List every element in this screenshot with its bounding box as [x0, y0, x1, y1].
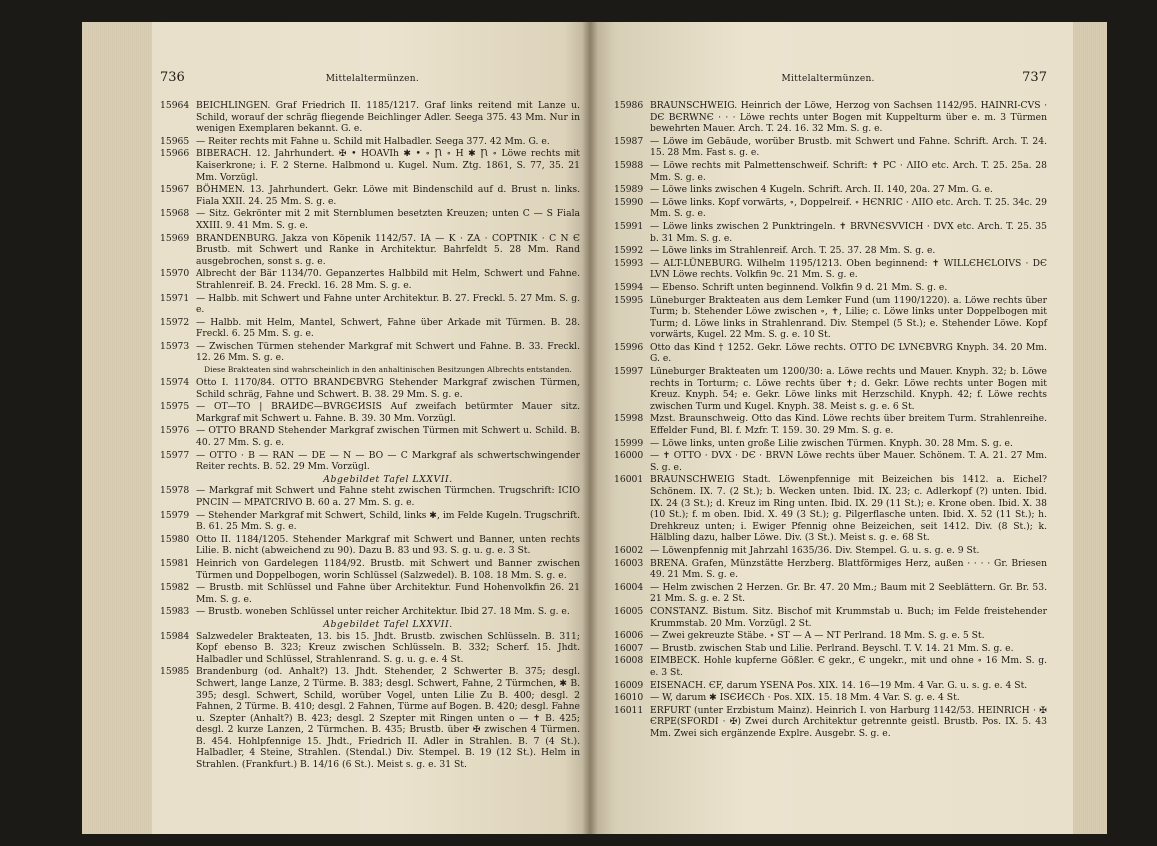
- entry-list: [160, 100, 580, 771]
- book-spread: [82, 22, 1107, 834]
- entry-text: Otto I. 1170/84. OTTO BRANDЄBVRG Stehender Markgraf zwischen Türmen, Schild schräg, Fahne und Schwert. B. 38. 29 Mm. S. g. e.: [196, 377, 580, 400]
- catalog-entry: [160, 534, 580, 557]
- catalog-entry: [614, 692, 1047, 704]
- entry-text: — OTTO · B — RAN — DE — N — BO — C Markgraf als schwertschwingender Reiter rechts. B. 52. 29 Mm. Vorzügl.: [196, 449, 580, 473]
- entry-number: 15977: [160, 449, 190, 461]
- entry-number: 16009: [614, 679, 644, 691]
- entry-text: BRENA. Grafen, Münzstätte Herzberg. Blattförmiges Herz, außen · · · · Gr. Briesen 49. 21 Mm. S. g. e.: [650, 557, 1047, 581]
- entry-number: 15980: [160, 533, 190, 545]
- entry-text: CONSTANZ. Bistum. Sitz. Bischof mit Krummstab u. Buch; im Felde freistehender Krummstab. 20 Mm. Vorzügl. 2 St.: [650, 605, 1047, 629]
- entry-text: — Brustb. mit Schlüssel und Fahne über Architektur. Fund Hohenvolkfin 26. 21 Mm. S. g. e.: [196, 582, 580, 605]
- catalog-entry: [160, 233, 580, 268]
- entry-number: 15994: [614, 281, 644, 293]
- entry-number: 15975: [160, 401, 190, 413]
- entry-number: 15964: [160, 100, 190, 111]
- catalog-entry: [614, 558, 1047, 581]
- entry-number: 15986: [614, 100, 644, 111]
- entry-number: 15998: [614, 413, 644, 425]
- entry-number: 15988: [614, 159, 644, 171]
- entry-text: — Brustb. woneben Schlüssel unter reicher Architektur. Ibid 27. 18 Mm. S. g. e.: [196, 606, 570, 618]
- right-page-header: [614, 70, 1047, 90]
- entry-number: 15996: [614, 341, 644, 353]
- entry-text: Lüneburger Brakteaten aus dem Lemker Fund (um 1190/1220). a. Löwe rechts über Turm; b. Stehender Löwe zwischen ∘, ✝, Lilie; c. Löwe links unter Doppelbogen mit Turm; d. Löwe links in Strahlenrand. Div. Stempel (5 St.); e. Stehender Löwe. Kopf vorwärts, Kugel. 22 Mm. S. g. e. 10 St.: [650, 294, 1047, 341]
- entry-text: — Brustb. zwischen Stab und Lilie. Perlrand. Beyschl. T. V. 14. 21 Mm. S. g. e.: [650, 642, 1014, 654]
- entry-number: 15969: [160, 232, 190, 244]
- entry-text: — Stehender Markgraf mit Schwert, Schild, links ✱, im Felde Kugeln. Trugschrift. B. 61. 25 Mm. S. g. e.: [196, 509, 580, 533]
- catalog-entry: [614, 136, 1047, 159]
- entry-number: 15984: [160, 630, 190, 642]
- catalog-entry: [614, 282, 1047, 294]
- entry-text: — Zwei gekreuzte Stäbe. ∘ ST — A — NT Perlrand. 18 Mm. S. g. e. 5 St.: [650, 630, 985, 642]
- entry-number: 15991: [614, 220, 644, 232]
- catalog-entry: [614, 606, 1047, 629]
- catalog-entry: [614, 680, 1047, 692]
- catalog-entry: [614, 258, 1047, 281]
- catalog-entry: [160, 341, 580, 364]
- catalog-entry: [614, 655, 1047, 678]
- entry-text: Otto das Kind † 1252. Gekr. Löwe rechts. OTTO DЄ LVNЄBVRG Knyph. 34. 20 Mm. G. e.: [650, 341, 1047, 365]
- catalog-entry: [160, 136, 580, 148]
- entry-number: 16008: [614, 655, 644, 667]
- entry-text: — Löwe links zwischen 2 Punktringeln. ✝ BRVNЄSVVICH · DVX etc. Arch. T. 25. 35 b. 31 Mm. S. g. e.: [650, 220, 1047, 244]
- entry-number: 16001: [614, 474, 644, 486]
- entry-text: — Markgraf mit Schwert und Fahne steht zwischen Türmchen. Trugschrift: ICIO PNCIN — MPATCRIVO B. 60 a. 27 Mm. S. g. e.: [196, 485, 580, 508]
- catalog-entry: [614, 643, 1047, 655]
- catalog-entry: [160, 485, 580, 508]
- entry-number: 15981: [160, 557, 190, 569]
- entry-number: 15989: [614, 184, 644, 196]
- entry-number: 15982: [160, 582, 190, 594]
- entry-number: 15997: [614, 366, 644, 378]
- entry-text: — Halbb. mit Helm, Mantel, Schwert, Fahne über Arkade mit Türmen. B. 28. Freckl. 6. 25 Mm. S. g. e.: [196, 316, 580, 340]
- catalog-entry: [614, 342, 1047, 365]
- catalog-entry: [160, 666, 580, 770]
- catalog-entry: [614, 184, 1047, 196]
- catalog-entry: [160, 100, 580, 135]
- entry-text: — W, darum ✱ ISЄИЄCh · Pos. XIX. 15. 18 Mm. 4 Var. S. g. e. 4 St.: [650, 692, 960, 704]
- catalog-entry: [160, 558, 580, 581]
- catalog-entry: [160, 268, 580, 291]
- entry-text: — ✝ OTTO · DVX · DЄ · BRVN Löwe rechts über Mauer. Schönem. T. A. 21. 27 Mm. S. g. e.: [650, 450, 1047, 473]
- entry-text: — Halbb. mit Schwert und Fahne unter Architektur. B. 27. Freckl. 5. 27 Mm. S. g. e.: [196, 292, 580, 316]
- entry-text: BÖHMEN. 13. Jahrhundert. Gekr. Löwe mit Bindenschild auf d. Brust n. links. Fiala XXII. 24. 25 Mm. S. g. e.: [196, 184, 580, 207]
- catalog-entry: [614, 245, 1047, 257]
- left-page-edge: [82, 22, 152, 834]
- entry-number: 16011: [614, 704, 644, 716]
- catalog-entry: [160, 377, 580, 400]
- entry-text: — Löwe rechts mit Palmettenschweif. Schrift: ✝ PC · ΛIIO etc. Arch. T. 25. 25a. 28 Mm. S. g. e.: [650, 159, 1047, 183]
- catalog-entry: [160, 631, 580, 666]
- entry-number: 16003: [614, 557, 644, 569]
- entry-text: BRAUNSCHWEIG Stadt. Löwenpfennige mit Beizeichen bis 1412. a. Eichel? Schönem. IX. 7. (2 St.); b. Wecken unten. Ibid. IX. 23; c. Adlerkopf (?) unten. Ibid. IX. 24 (3 St.); d. Kreuz im Ring unten. Ibid. IX. 29 (11 St.); e. Krone oben. Ibid. X. 38 (10 St.); f. m oben. Ibid. X. 49 (3 St.); g. Pilgerflasche unten. Ibid. X. 52 (11 St.); h. Drehkreuz unten; i. Ewiger Pfennig ohne Beizeichen, seit 1412. Div. (8 St.); k. Hälbling dazu, halber Löwe. Div. (3 St.). Meist s. g. e. 68 St.: [650, 474, 1047, 544]
- entry-number: 16000: [614, 450, 644, 462]
- right-page-edge: [1073, 22, 1107, 834]
- entry-text: Otto II. 1184/1205. Stehender Markgraf mit Schwert und Banner, unten rechts Lilie. B. nicht (abweichend zu 90). Dazu B. 83 und 93. S. g. u. g. e. 3 St.: [196, 533, 580, 557]
- entry-number: 15993: [614, 257, 644, 269]
- entry-text: EIMBECK. Hohle kupferne Gößler. Є gekr., Є ungekr., mit und ohne ∘ 16 Mm. S. g. e. 3 St.: [650, 655, 1047, 678]
- entry-number: 15990: [614, 196, 644, 208]
- entry-text: — Ebenso. Schrift unten beginnend. Volkfin 9 d. 21 Mm. S. g. e.: [650, 281, 948, 293]
- catalog-entry: [614, 450, 1047, 473]
- entry-text: BRAUNSCHWEIG. Heinrich der Löwe, Herzog von Sachsen 1142/95. HAINRI-CVS · DЄ BЄRWNЄ · · · Löwe rechts unter Bogen mit Kuppelturm über e. m. 3 Türmen bewehrten Mauer. Arch. T. 24. 16. 32 Mm. S. g. e.: [650, 100, 1047, 135]
- catalog-entry: [160, 606, 580, 618]
- catalog-entry: [160, 208, 580, 231]
- entry-number: 15995: [614, 294, 644, 306]
- catalog-entry: [160, 401, 580, 424]
- entry-text: — Löwe im Gebäude, worüber Brustb. mit Schwert und Fahne. Schrift. Arch. T. 24. 15. 28 Mm. Fast s. g. e.: [650, 135, 1047, 159]
- entry-number: 15970: [160, 268, 190, 280]
- entry-text: — Löwe links, unten große Lilie zwischen Türmen. Knyph. 30. 28 Mm. S. g. e.: [650, 437, 1013, 449]
- catalog-entry: [614, 100, 1047, 135]
- entry-text: BEICHLINGEN. Graf Friedrich II. 1185/1217. Graf links reitend mit Lanze u. Schild, worauf der schräg fliegende Beichlinger Adler. Seega 375. 43 Mm. Nur in wenigen Exemplaren bekannt. G. e.: [196, 100, 580, 135]
- entry-number: 16006: [614, 630, 644, 642]
- entry-text: Mzst. Braunschweig. Otto das Kind. Löwe rechts über breitem Turm. Strahlenreihe. Effelder Fund, Bl. f. Mzfr. T. 159. 30. 29 Mm. S. g. e.: [650, 413, 1047, 437]
- entry-text: — Löwe links zwischen 4 Kugeln. Schrift. Arch. II. 140, 20a. 27 Mm. G. e.: [650, 184, 993, 196]
- entry-text: BRANDENBURG. Jakza von Köpenik 1142/57. IA — K · ZA · COPTNIK · C N Є Brustb. mit Schwert und Ranke in Architektur. Bahrfeldt 5. 28 Mm. Rand ausgebrochen, sonst s. g. e.: [196, 232, 580, 267]
- catalog-entry: [160, 293, 580, 316]
- entry-text: Albrecht der Bär 1134/70. Gepanzertes Halbbild mit Helm, Schwert und Fahne. Strahlenreif. B. 24. Freckl. 16. 28 Mm. S. g. e.: [196, 268, 580, 291]
- entry-number: 15983: [160, 606, 190, 618]
- entry-text: — Löwe links im Strahlenreif. Arch. T. 25. 37. 28 Mm. S. g. e.: [650, 245, 936, 257]
- catalog-entry: [614, 366, 1047, 412]
- book-spine: [582, 22, 598, 834]
- page-number: 736: [160, 70, 185, 85]
- entry-text: Salzwedeler Brakteaten, 13. bis 15. Jhdt. Brustb. zwischen Schlüsseln. B. 311; Kopf ebenso B. 323; Kreuz zwischen Schlüsseln. B. 332; Scherf. 15. Jhdt. Halbadler und Schlüssel, Strahlenrand. S. g. u. g. e. 4 St.: [196, 630, 580, 665]
- catalog-entry: [614, 295, 1047, 341]
- entry-text: — Reiter rechts mit Fahne u. Schild mit Halbadler. Seega 377. 42 Mm. G. e.: [196, 135, 550, 147]
- catalog-entry: [614, 160, 1047, 183]
- catalog-entry: [614, 197, 1047, 220]
- entry-text: — Löwenpfennig mit Jahrzahl 1635/36. Div. Stempel. G. u. s. g. e. 9 St.: [650, 544, 980, 556]
- entry-number: 16004: [614, 581, 644, 593]
- entry-number: 15992: [614, 245, 644, 257]
- left-page: [82, 22, 590, 834]
- entry-text: — Helm zwischen 2 Herzen. Gr. Br. 47. 20 Mm.; Baum mit 2 Seeblättern. Gr. Br. 53. 21 Mm. S. g. e. 2 St.: [650, 581, 1047, 605]
- catalog-entry: [160, 184, 580, 207]
- entry-number: 15979: [160, 509, 190, 521]
- catalog-entry: [160, 450, 580, 473]
- catalog-entry: [614, 413, 1047, 436]
- entry-number: 15967: [160, 184, 190, 196]
- plate-caption: Abgebildet Tafel LXXVII.: [323, 618, 453, 630]
- entry-text: BIBERACH. 12. Jahrhundert. ✠ • HOAVIh ✱ • ∘ Ꞃ ∘ H ✱ Ꞃ ∘ Löwe rechts mit Kaiserkrone; i. F. 2 Sterne. Halbmond u. Kugel. Num. Ztg. 1861, S. 77, 35. 21 Mm. Vorzügl.: [196, 148, 580, 183]
- entry-text: Lüneburger Brakteaten um 1200/30: a. Löwe rechts und Mauer. Knyph. 32; b. Löwe rechts in Torturm; c. Löwe rechts über ✝; d. Gekr. Löwe rechts unter Bogen mit Kreuz. Knyph. 54; e. Gekr. Löwe links mit Herzschild. Knyph. 42; f. Löwe rechts zwischen Turm und Kugel. Knyph. 38. Meist s. g. e. 6 St.: [650, 366, 1047, 412]
- catalog-entry: [614, 545, 1047, 557]
- right-page: [590, 22, 1107, 834]
- catalog-entry: [614, 582, 1047, 605]
- entry-number: 15973: [160, 340, 190, 352]
- entry-number: 16005: [614, 605, 644, 617]
- entry-text: — OT—TO | BRAИDЄ—BVRGЄИSIS Auf zweifach betürmter Mauer sitz. Markgraf mit Schwert u. Fahne. B. 39. 30 Mm. Vorzügl.: [196, 401, 580, 424]
- entry-number: 15976: [160, 425, 190, 437]
- catalog-entry: [614, 221, 1047, 244]
- entry-number: 15985: [160, 666, 190, 678]
- page-number: 737: [1022, 70, 1047, 85]
- entry-text: — Sitz. Gekrönter mit 2 mit Sternblumen besetzten Kreuzen; unten C — S Fiala XXIII. 9. 41 Mm. S. g. e.: [196, 208, 580, 231]
- running-head: Mittelaltermünzen.: [781, 74, 875, 84]
- catalog-entry: [160, 317, 580, 340]
- entry-number: 16010: [614, 692, 644, 704]
- entry-text: — ALT-LÜNEBURG. Wilhelm 1195/1213. Oben beginnend: ✝ WILLЄHЄLOIVS · DЄ LVN Löwe rechts. Volkfin 9c. 21 Mm. S. g. e.: [650, 257, 1047, 281]
- entry-number: 16007: [614, 642, 644, 654]
- entry-text: — OTTO BRAND Stehender Markgraf zwischen Türmen mit Schwert u. Schild. B. 40. 27 Mm. S. g. e.: [196, 425, 580, 449]
- catalog-entry: [160, 425, 580, 448]
- entry-number: 15974: [160, 377, 190, 389]
- entry-number: 15999: [614, 437, 644, 449]
- entry-text: Heinrich von Gardelegen 1184/92. Brustb. mit Schwert und Banner zwischen Türmen und Doppelbogen, worin Schlüssel (Salzwedel). B. 108. 18 Mm. S. g. e.: [196, 557, 580, 581]
- entry-number: 15966: [160, 148, 190, 160]
- footnote: Diese Brakteaten sind wahrscheinlich in den anhaltinischen Besitzungen Albrechts entstanden.: [204, 365, 572, 375]
- entry-number: 15968: [160, 208, 190, 220]
- entry-number: 15971: [160, 292, 190, 304]
- entry-text: Brandenburg (od. Anhalt?) 13. Jhdt. Stehender, 2 Schwerter B. 375; desgl. Schwert, lange Lanze, 2 Türme. B. 383; desgl. Schwert, Fahne, 2 Türmchen, ✱ B. 395; desgl. Schwert, Schild, worüber Vogel, unten Lilie Zu B. 400; desgl. 2 Fahnen, 2 Türme. B. 410; desgl. 2 Fahnen, Türme auf Bogen. B. 420; desgl. Fahne u. Szepter (Anhalt?) B. 423; desgl. 2 Szepter mit Ringen unten o — ✝ B. 425; desgl. 2 kurze Lanzen, 2 Türmchen. B. 435; Brustb. über ✠ zwischen 4 Türmen. B. 454. Hohlpfennige 15. Jhdt., Friedrich II. Adler in Strahlen. B. 7 (4 St.). Halbadler, 4 Steine, Strahlen. (Stendal.) Div. Stempel. B. 19 (12 St.). Helm in Strahlen. (Frankfurt.) B. 14/16 (6 St.). Meist s. g. e. 31 St.: [196, 666, 580, 771]
- entry-number: 15965: [160, 135, 190, 147]
- entry-text: EISENACH. ЄF, darum YSENA Pos. XIX. 14. 16—19 Mm. 4 Var. G. u. s. g. e. 4 St.: [650, 679, 1028, 691]
- entry-text: ERFURT (unter Erzbistum Mainz). Heinrich I. von Harburg 1142/53. HEINRICH · ✠ ЄRPE(SFORDI · ✠) Zwei durch Architektur getrennte geistl. Brustb. Pos. IX. 5. 43 Mm. Zwei sich ergänzende Explre. Ausgebr. S. g. e.: [650, 704, 1047, 739]
- entry-number: 16002: [614, 544, 644, 556]
- plate-caption: Abgebildet Tafel LXXVII.: [323, 473, 453, 485]
- catalog-entry: [614, 630, 1047, 642]
- catalog-entry: [614, 438, 1047, 450]
- catalog-entry: [160, 148, 580, 183]
- entry-number: 15978: [160, 485, 190, 497]
- entry-list: [614, 100, 1047, 739]
- entry-number: 15972: [160, 316, 190, 328]
- entry-number: 15987: [614, 135, 644, 147]
- catalog-entry: [614, 705, 1047, 740]
- catalog-entry: [614, 474, 1047, 544]
- catalog-entry: [160, 510, 580, 533]
- entry-text: — Zwischen Türmen stehender Markgraf mit Schwert und Fahne. B. 33. Freckl. 12. 26 Mm. S. g. e.: [196, 340, 580, 364]
- left-page-header: [160, 70, 580, 90]
- running-head: Mittelaltermünzen.: [325, 74, 420, 84]
- entry-text: — Löwe links. Kopf vorwärts, ∘, Doppelreif. ∘ HЄNRIC · ΛIIO etc. Arch. T. 25. 34c. 29 Mm. S. g. e.: [650, 196, 1047, 220]
- catalog-entry: [160, 582, 580, 605]
